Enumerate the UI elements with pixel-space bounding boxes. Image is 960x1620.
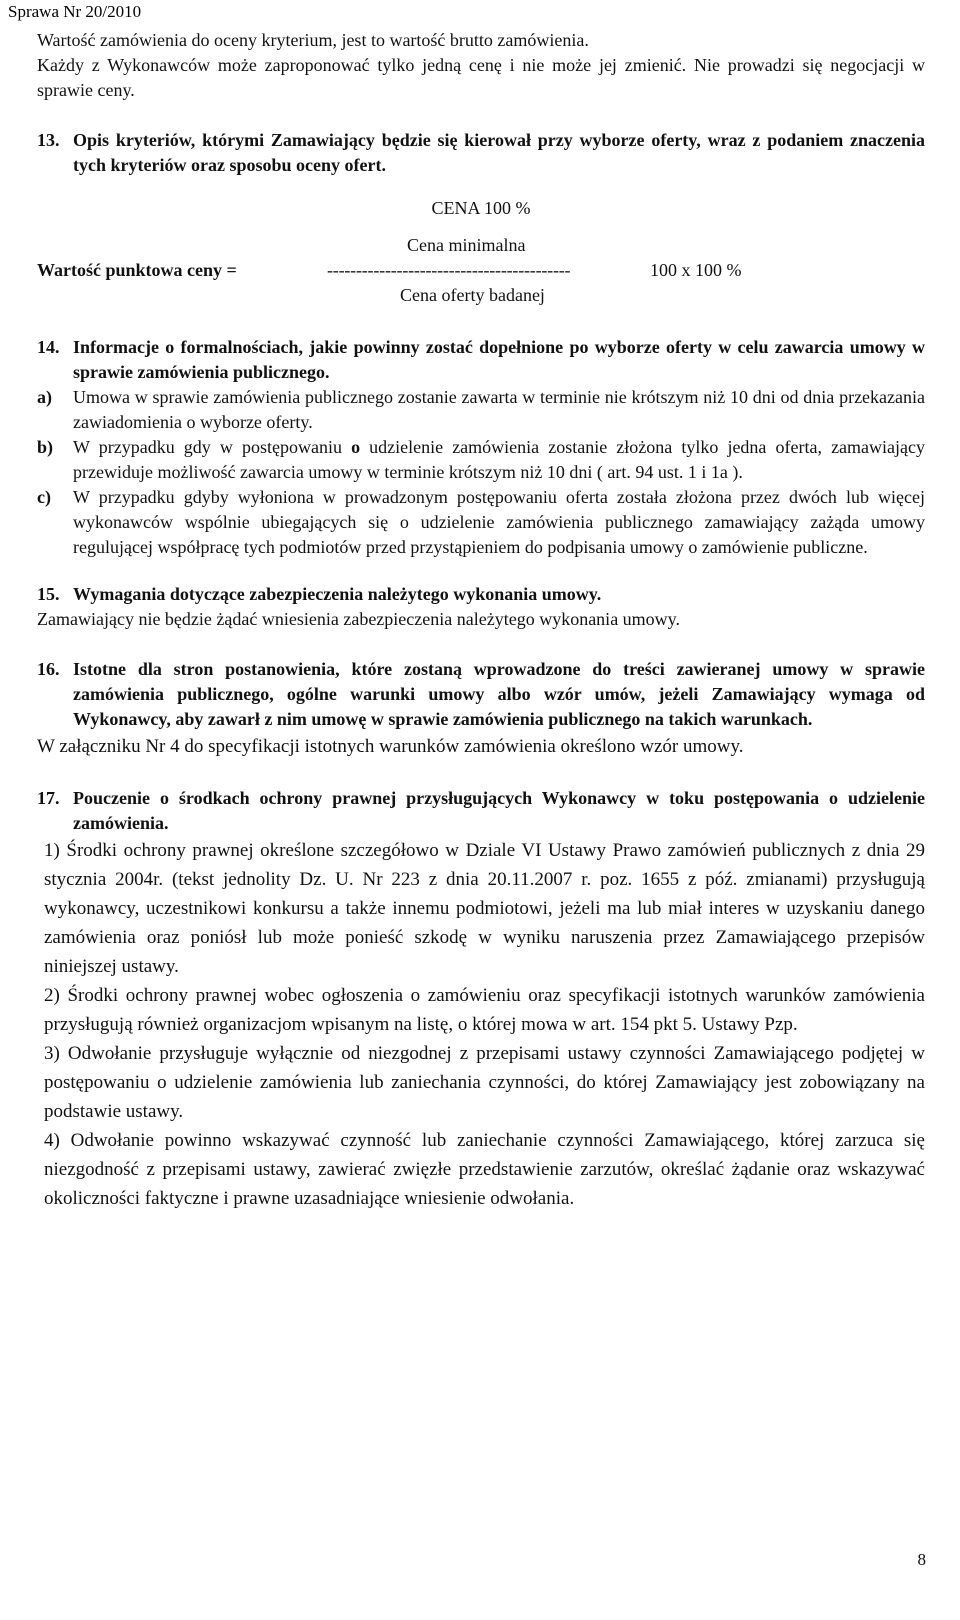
item-c-label: c) (37, 487, 51, 507)
intro-line-2: Każdy z Wykonawców może zaproponować tylko jedną cenę i nie może jej zmienić. Nie prowadzi się negocjacji w sprawie ceny. (37, 55, 925, 100)
section-13-number: 13. (37, 130, 60, 150)
price-criterion: CENA 100 % (431, 198, 531, 218)
page-number: 8 (917, 1550, 926, 1569)
section-16-title: Istotne dla stron postanowienia, które zostaną wprowadzone do treści zawieranej umowy w sprawie zamówienia publicznego, ogólne warunki umowy albo wzór umów, jeżeli Zamawiający wymaga od Wykonawcy, aby zawarł z nim umowę w sprawie zamówienia publicznego na takich warunkach. (73, 659, 925, 729)
section-17-point-4: 4) Odwołanie powinno wskazywać czynność lub zaniechanie czynności Zamawiającego, której zarzuca się niezgodność z przepisami ustawy, zawierać zwięzłe przedstawienie zarzutów, określać żądanie oraz wskazywać okoliczności faktyczne i prawne uzasadniające wniesienie odwołania. (44, 1130, 925, 1209)
section-14-title: Informacje o formalnościach, jakie powinny zostać dopełnione po wyborze oferty w celu zawarcia umowy w sprawie zamówienia publicznego. (73, 337, 925, 382)
intro-line-1: Wartość zamówienia do oceny kryterium, jest to wartość brutto zamówienia. (37, 30, 589, 50)
section-17-heading (37, 786, 925, 836)
item-a-text: Umowa w sprawie zamówienia publicznego zostanie zawarta w terminie nie krótszym niż 10 dni od dnia przekazania zawiadomienia o wyborze oferty. (73, 387, 925, 432)
section-17-title: Pouczenie o środkach ochrony prawnej przysługujących Wykonawcy w toku postępowania o udzielenie zamówienia. (73, 788, 925, 833)
item-b-label: b) (37, 437, 54, 457)
section-17-point-3: 3) Odwołanie przysługuje wyłącznie od niezgodnej z przepisami ustawy czynności Zamawiającego podjętej w postępowaniu o udzielenie zamówienia lub zaniechania czynności, do której Zamawiający jest zobowiązany na podstawie ustawy. (44, 1043, 925, 1122)
item-b-text-part-2: udzielenie zamówienia zostanie złożona tylko jedna oferta, zamawiający przewiduje możliwość zawarcia umowy w terminie krótszym niż 10 dni ( art. 94 ust. 1 i 1a ). (73, 437, 926, 482)
item-c-text: W przypadku gdyby wyłoniona w prowadzonym postępowaniu oferta została złożona przez dwóch lub więcej wykonawców wspólnie ubiegających się o udzielenie zamówienia publicznego zamawiający zażąda umowy regulującej współpracę tych podmiotów przed przystąpieniem do podpisania umowy o zamówienie publiczne. (73, 487, 925, 557)
section-15-number: 15. (37, 584, 60, 604)
section-14-heading (37, 335, 925, 385)
formula-multiplier: 100 x 100 % (650, 260, 742, 280)
section-16-number: 16. (37, 659, 60, 679)
section-13-heading (37, 128, 925, 178)
section-17-body (37, 836, 925, 1213)
formula-denominator: Cena oferty badanej (400, 285, 545, 305)
section-14-item-b (37, 435, 925, 485)
section-15-text: Zamawiający nie będzie żądać wniesienia zabezpieczenia należytego wykonania umowy. (37, 609, 681, 629)
section-15-heading (37, 582, 925, 607)
formula-numerator: Cena minimalna (407, 235, 526, 255)
item-b-text-bold: o (351, 437, 361, 457)
section-14-item-a (37, 385, 925, 435)
section-16-text: W załączniku Nr 4 do specyfikacji istotnych warunków zamówienia określono wzór umowy. (37, 736, 744, 757)
document-page (37, 28, 925, 1213)
item-b-text (73, 435, 925, 485)
item-a-label: a) (37, 387, 52, 407)
formula-label: Wartość punktowa ceny = (37, 260, 237, 280)
formula-fraction-line: ------------------------------------------ (327, 260, 571, 280)
section-17-number: 17. (37, 788, 60, 808)
section-17-point-2: 2) Środki ochrony prawnej wobec ogłoszenia o zamówieniu oraz specyfikacji istotnych warunków zamówienia przysługują również organizacjom wpisanym na listę, o której mowa w art. 154 pkt 5. Ustawy Pzp. (44, 985, 925, 1035)
section-17-point-1: 1) Środki ochrony prawnej określone szczegółowo w Dziale VI Ustawy Prawo zamówień publicznych z dnia 29 stycznia 2004r. (tekst jednolity Dz. U. Nr 223 z dnia 20.11.2007 r. poz. 1655 z póź. zmianami) przysługują wykonawcy, uczestnikowi konkursu a także innemu podmiotowi, jeżeli ma lub miał interes w uzyskaniu danego zamówienia oraz poniósł lub może ponieść szkodę w wyniku naruszenia przez Zamawiającego przepisów niniejszej ustawy. (44, 840, 925, 977)
section-14-item-c (37, 485, 925, 560)
section-14-number: 14. (37, 337, 60, 357)
item-b-text-part-1: W przypadku gdy w postępowaniu (73, 437, 352, 457)
section-13-title: Opis kryteriów, którymi Zamawiający będzie się kierował przy wyborze oferty, wraz z podaniem znaczenia tych kryteriów oraz sposobu oceny ofert. (73, 130, 925, 175)
case-number-header: Sprawa Nr 20/2010 (0, 0, 149, 24)
price-formula (37, 233, 925, 313)
section-16-heading (37, 657, 925, 732)
section-15-title: Wymagania dotyczące zabezpieczenia należytego wykonania umowy. (73, 584, 602, 604)
